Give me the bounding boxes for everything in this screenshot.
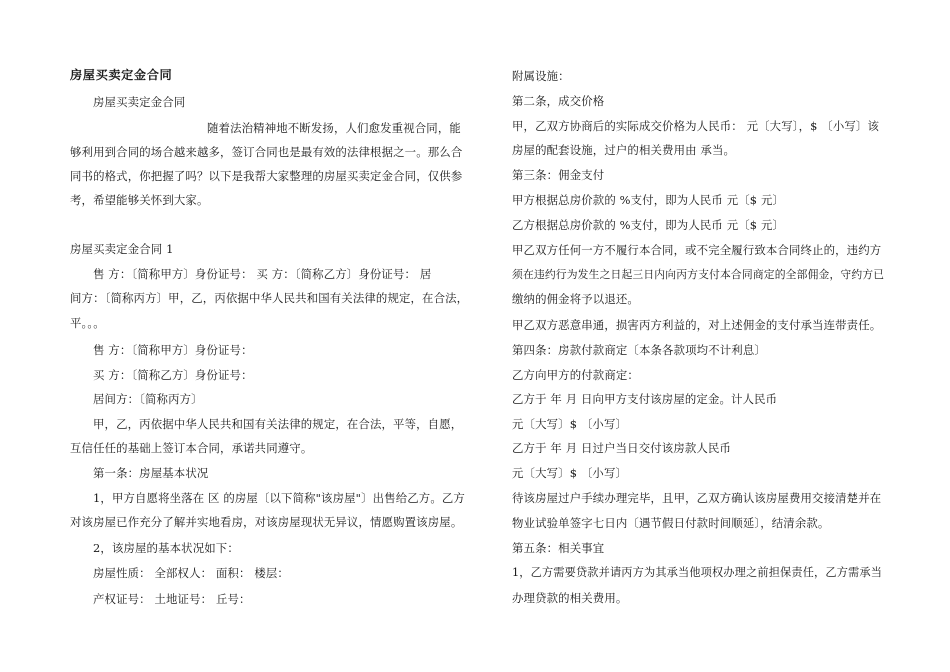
paragraph-line: 甲，乙，丙依据中华人民共和国有关法律的规定，在合法，平等，自愿， (93, 417, 463, 431)
paragraph-line: 间方：〔简称丙方〕甲，乙，丙依据中华人民共和国有关法律的规定，在合法， (70, 291, 469, 305)
intro-line: 考，希望能够关怀到大家。 (70, 193, 209, 207)
paragraph-line: 乙方于 年 月 日向甲方支付该房屋的定金。计人民币 (512, 392, 778, 406)
paragraph-line: 房屋的配套设施，过户的相关费用由 承当。 (512, 143, 736, 157)
party-line: 买 方：〔简称乙方〕身份证号： (93, 368, 253, 382)
paragraph-line: 1，乙方需要贷款并请丙方为其承当他项权办理之前担保责任，乙方需承当 (512, 566, 883, 579)
document-title: 房屋买卖定金合同 (70, 68, 173, 82)
paragraph-line: 须在违约行为发生之日起三日内向丙方支付本合同商定的全部佣金，守约方已 (512, 268, 885, 281)
intro-line: 随着法治精神地不断发扬，人们愈发重视合同，能 (207, 121, 461, 135)
paragraph-line: 缴纳的佣金将予以退还。 (512, 292, 639, 306)
paragraph-line: 甲乙双方任何一方不履行本合同，或不完全履行致本合同终止的，违约方 (512, 243, 882, 257)
paragraph-line: 甲方根据总房价款的 %支付，即为人民币 元〔$ 元〕 (512, 193, 785, 207)
paragraph-line: 2，该房屋的基本状况如下： (93, 541, 239, 555)
intro-line: 够利用到合同的场合越来越多，签订合同也是最有效的法律根据之一。那么合 (70, 145, 463, 159)
subtitle: 房屋买卖定金合同 (93, 95, 186, 109)
paragraph-line: 乙方根据总房价款的 %支付，即为人民币 元〔$ 元〕 (512, 218, 785, 232)
paragraph-line: 乙方于 年 月 日过户当日交付该房款人民币 (512, 441, 732, 455)
paragraph-line: 物业试验单签字七日内〔遇节假日付款时间顺延〕，结清余款。 (512, 516, 830, 530)
paragraph-line: 元〔大写〕$ 〔小写〕 (512, 466, 628, 480)
article-heading: 第二条，成交价格 (512, 94, 605, 108)
paragraph-line: 待该房屋过户手续办理完毕，且甲，乙双方确认该房屋费用交接清楚并在 (512, 491, 882, 505)
field-line: 产权证号： 土地证号： 丘号： (93, 592, 251, 606)
party-line: 居间方：〔简称丙方〕 (93, 392, 203, 406)
paragraph-line: 甲，乙双方协商后的实际成交价格为人民币： 元〔大写〕，$ 〔小写〕该 (512, 119, 879, 133)
article-heading: 第四条：房款付款商定〔本条各款项均不计利息〕 (512, 343, 766, 357)
party-line: 售 方：〔简称甲方〕身份证号： (93, 343, 253, 357)
paragraph-line: 互信任任的基础上签订本合同，承诺共同遵守。 (70, 441, 313, 455)
field-line: 房屋性质： 全部权人： 面积： 楼层： (93, 566, 289, 580)
paragraph-line: 乙方向甲方的付款商定： (512, 368, 639, 382)
paragraph-line: 甲乙双方恶意串通，损害丙方利益的，对上述佣金的支付承当连带责任。 (512, 318, 882, 332)
intro-line: 同书的格式，你把握了吗？以下是我帮大家整理的房屋买卖定金合同，仅供参 (70, 169, 463, 183)
paragraph-line: 平。。。 (70, 316, 105, 330)
paragraph-line: 办理贷款的相关费用。 (512, 591, 628, 605)
paragraph-line: 售 方：〔简称甲方〕身份证号： 买 方：〔简称乙方〕身份证号： 居 (93, 267, 432, 281)
contract-heading: 房屋买卖定金合同 1 (70, 242, 174, 256)
article-heading: 第一条：房屋基本状况 (93, 466, 209, 480)
article-heading: 第三条：佣金支付 (512, 168, 605, 182)
article-heading: 第五条：相关事宜 (512, 541, 605, 555)
paragraph-line: 对该房屋已作充分了解并实地看房，对该房屋现状无异议，情愿购置该房屋。 (70, 515, 463, 529)
paragraph-line: 元〔大写〕$ 〔小写〕 (512, 417, 628, 431)
paragraph-line: 1，甲方自愿将坐落在 区 的房屋〔以下简称"该房屋"〕出售给乙方。乙方 (93, 491, 465, 505)
field-line: 附属设施： (512, 69, 570, 83)
